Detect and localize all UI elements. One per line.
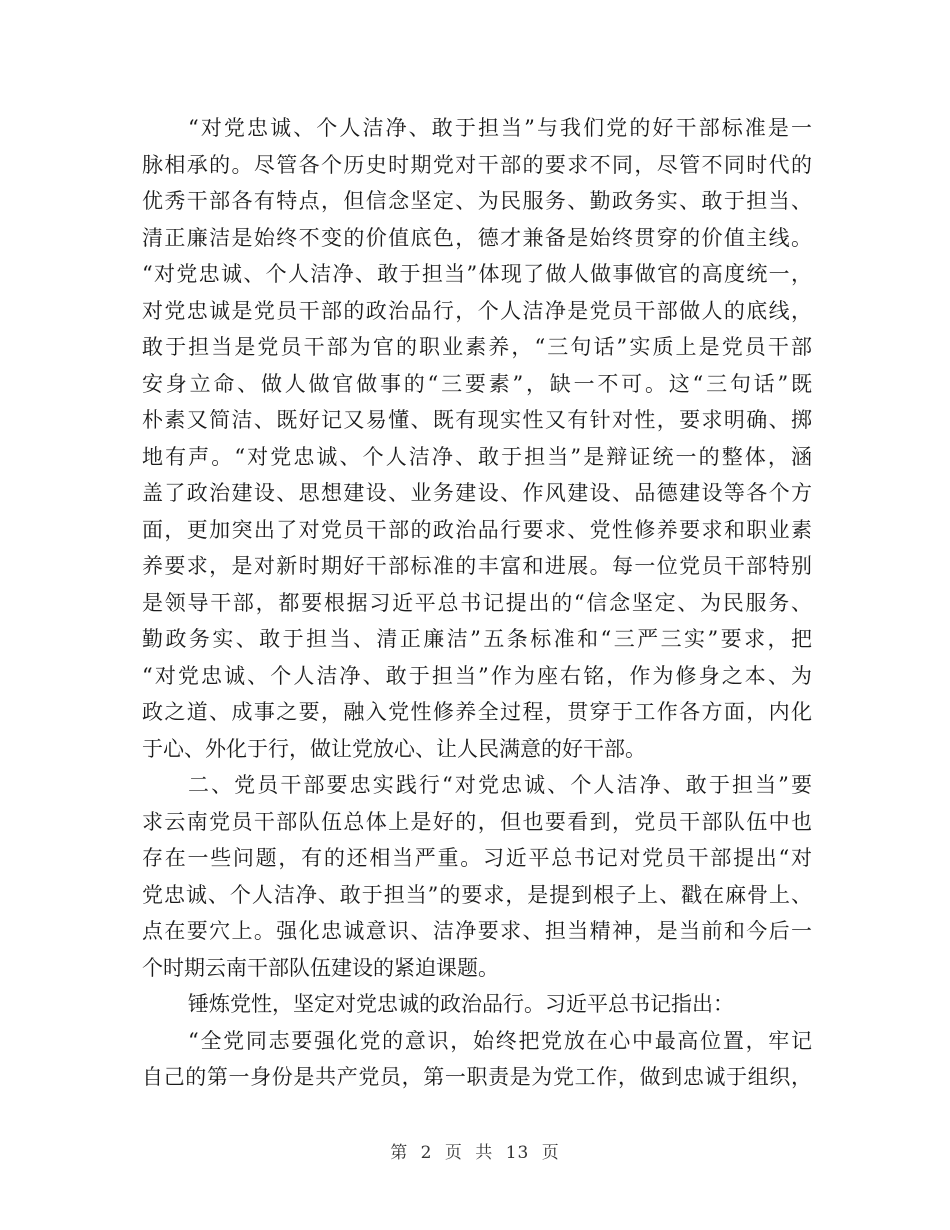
- text-line: 求云南党员干部队伍总体上是好的，但也要看到，党员干部队伍中也: [142, 809, 812, 834]
- text-line: 个时期云南干部队伍建设的紧迫课题。: [142, 955, 499, 980]
- text-line: 养要求，是对新时期好干部标准的丰富和进展。每一位党员干部特别: [142, 554, 812, 578]
- paragraph-2: [142, 767, 812, 986]
- text-line: 存在一些问题，有的还相当严重。习近平总书记对党员干部提出“对: [142, 846, 812, 870]
- text-line: 地有声。“对党忠诚、个人洁净、敢于担当”是辩证统一的整体，涵: [142, 444, 812, 469]
- text-line: “对党忠诚、个人洁净、敢于担当”体现了做人做事做官的高度统一，: [142, 262, 812, 286]
- text-line: 二、党员干部要忠实践行“对党忠诚、个人洁净、敢于担当”要: [188, 773, 812, 797]
- paragraph-4: [142, 1023, 812, 1096]
- text-line: 盖了政治建设、思想建设、业务建设、作风建设、品德建设等各个方: [142, 481, 812, 505]
- text-line: 安身立命、做人做官做事的“三要素”，缺一不可。这“三句话”既: [142, 371, 812, 396]
- text-line: “全党同志要强化党的意识，始终把党放在心中最高位置，牢记: [188, 1028, 812, 1053]
- text-line: 锤炼党性，坚定对党忠诚的政治品行。习近平总书记指出：: [188, 992, 734, 1016]
- text-line: 脉相承的。尽管各个历史时期党对干部的要求不同，尽管不同时代的: [142, 152, 812, 177]
- page-footer: [0, 1138, 950, 1163]
- paragraph-3: [142, 986, 812, 1023]
- footer-label-page: 第: [390, 1143, 409, 1163]
- text-line: 面，更加突出了对党员干部的政治品行要求、党性修养要求和职业素: [142, 517, 812, 542]
- body-text: [142, 110, 812, 1096]
- paragraph-1: [142, 110, 812, 767]
- text-line: “对党忠诚、个人洁净、敢于担当”与我们党的好干部标准是一: [188, 116, 812, 140]
- footer-label-ye-2: 页: [541, 1143, 560, 1163]
- text-line: 朴素又简洁、既好记又易懂、既有现实性又有针对性，要求明确、掷: [142, 408, 812, 432]
- text-line: 对党忠诚是党员干部的政治品行，个人洁净是党员干部做人的底线，: [142, 298, 812, 323]
- text-line: 敢于担当是党员干部为官的职业素养，“三句话”实质上是党员干部: [142, 335, 812, 359]
- text-line: 政之道、成事之要，融入党性修养全过程，贯穿于工作各方面，内化: [142, 700, 812, 724]
- total-pages-number: 13: [505, 1143, 530, 1163]
- text-line: 优秀干部各有特点，但信念坚定、为民服务、勤政务实、敢于担当、: [142, 189, 812, 213]
- current-page-number: 2: [420, 1143, 433, 1163]
- footer-label-total: 共: [475, 1143, 494, 1163]
- text-line: 是领导干部，都要根据习近平总书记提出的“信念坚定、为民服务、: [142, 590, 812, 615]
- text-line: 勤政务实、敢于担当、清正廉洁”五条标准和“三严三实”要求，把: [142, 627, 812, 651]
- footer-label-ye: 页: [444, 1143, 463, 1163]
- text-line: “对党忠诚、个人洁净、敢于担当”作为座右铭，作为修身之本、为: [142, 663, 812, 688]
- text-line: 点在要穴上。强化忠诚意识、洁净要求、担当精神，是当前和今后一: [142, 919, 812, 943]
- text-line: 自己的第一身份是共产党员，第一职责是为党工作，做到忠诚于组织，: [142, 1065, 812, 1089]
- text-line: 党忠诚、个人洁净、敢于担当”的要求，是提到根子上、戳在麻骨上、: [142, 882, 812, 907]
- text-line: 于心、外化于行，做让党放心、让人民满意的好干部。: [142, 736, 646, 761]
- text-line: 清正廉洁是始终不变的价值底色，德才兼备是始终贯穿的价值主线。: [142, 225, 812, 250]
